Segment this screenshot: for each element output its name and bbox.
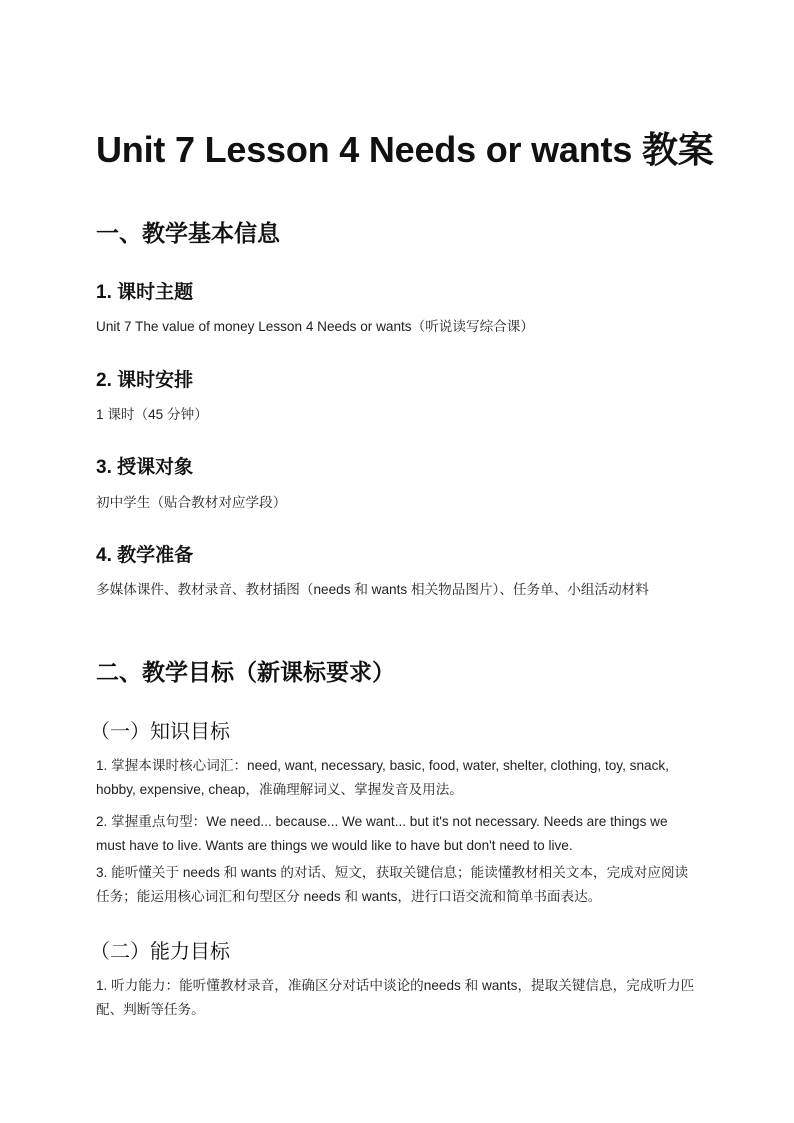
item-heading-preparation: 4. 教学准备 [96,545,194,566]
item-heading-audience: 3. 授课对象 [96,457,194,478]
knowledge-point-3: 3. 能听懂关于 needs 和 wants 的对话、短文，获取关键信息；能读懂教材相关文本，完成对应阅读任务；能运用核心词汇和句型区分 needs 和 wants，进行口语交流和简单书面表达。 [96,865,689,904]
item-text-audience: 初中学生（贴合教材对应学段） [96,495,287,510]
knowledge-point-1: 1. 掌握本课时核心词汇：need, want, necessary, basic, food, water, shelter, clothing, toy, snack, hobby, expensive, cheap，准确理解词义、掌握发音及用法。 [96,758,669,797]
item-heading-topic: 1. 课时主题 [96,282,194,303]
knowledge-point-2: 2. 掌握重点句型：We need... because... We want... but it's not necessary. Needs are things we must have to live. Wants are things we would like to have but don't need to live. [96,814,668,853]
subsection-heading-ability: （二）能力目标 [90,941,230,963]
item-text-preparation: 多媒体课件、教材录音、教材插图（needs 和 wants 相关物品图片）、任务单、小组活动材料 [96,582,649,597]
section-heading-objectives: 二、教学目标（新课标要求） [96,659,395,685]
section-heading-basic-info: 一、教学基本信息 [96,220,280,246]
subsection-heading-knowledge: （一）知识目标 [90,721,230,743]
ability-point-1: 1. 听力能力：能听懂教材录音，准确区分对话中谈论的needs 和 wants，提取关键信息，完成听力匹配、判断等任务。 [96,978,695,1017]
item-text-schedule: 1 课时（45 分钟） [96,407,208,422]
item-text-topic: Unit 7 The value of money Lesson 4 Needs or wants（听说读写综合课） [96,319,534,334]
document-title: Unit 7 Lesson 4 Needs or wants 教案 [96,129,714,170]
item-heading-schedule: 2. 课时安排 [96,370,194,391]
